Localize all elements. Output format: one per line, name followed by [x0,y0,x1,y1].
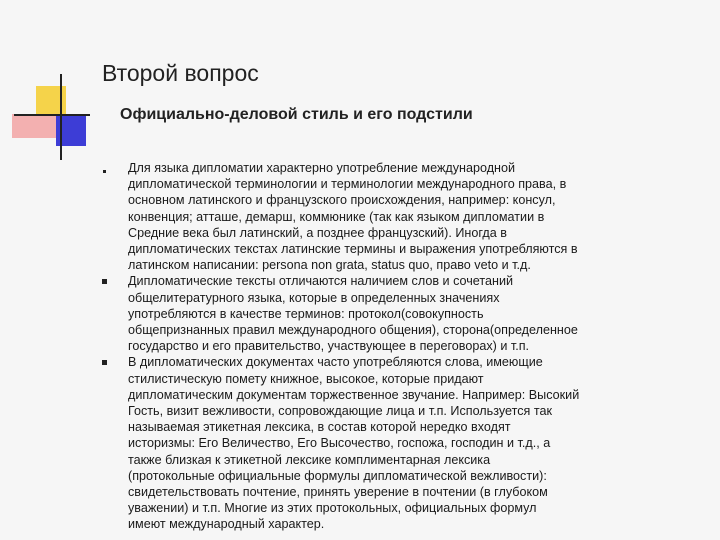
list-item-text: Для языка дипломатии характерно употребление международной дипломатической терминологии и терминологии международного права, в основном латинского и французского происхождения, например: консул, конвенция; атташе, демарш, коммюнике (так как языком дипломатии в Средние века был латинский, а позднее французский). Иногда в дипломатических текстах латинские термины и выражения употребляются в латинском написании: persona non grata, status quo, право veto и т.д. [128,161,578,273]
bullet-icon [100,273,128,354]
bullet-icon [100,160,128,273]
list-item-text: Дипломатические тексты отличаются наличием слов и сочетаний общелитературного языка, которые в определенных значениях употребляются в качестве терминов: протокол(совокупность общепризнанных правил международного общения), сторона(определенное государство и его правительство, участвующее в переговорах) и т.п. [128,274,578,354]
list-item [100,160,700,273]
logo-vertical-line [60,74,62,160]
slide-subtitle: Официально-деловой стиль и его подстили [120,106,473,123]
logo-horizontal-line [14,114,90,116]
slide-title: Второй вопрос [102,60,259,86]
logo-red-block [12,114,60,138]
list-item-text: В дипломатических документах часто употребляются слова, имеющие стилистическую помету книжное, высокое, которые придают дипломатическим документам торжественное звучание. Например: Высокий Гость, визит вежливости, сопровождающие лица и т.п. Используется так называемая этикетная лексика, в состав которой нередко входят историзмы: Его Величество, Его Высочество, госпожа, господин и т.д., а также близкая к этикетной лексике комплиментарная лексика (протокольные официальные формулы дипломатической вежливости): свидетельствовать почтение, принять уверение в почтении (в глубоком уважении) и т.п. Многие из этих протокольных, официальных формул имеют международный характер. [128,355,580,532]
bullet-icon [100,354,128,532]
list-item [100,273,700,354]
list-item [100,354,700,532]
bullet-list [100,160,700,533]
